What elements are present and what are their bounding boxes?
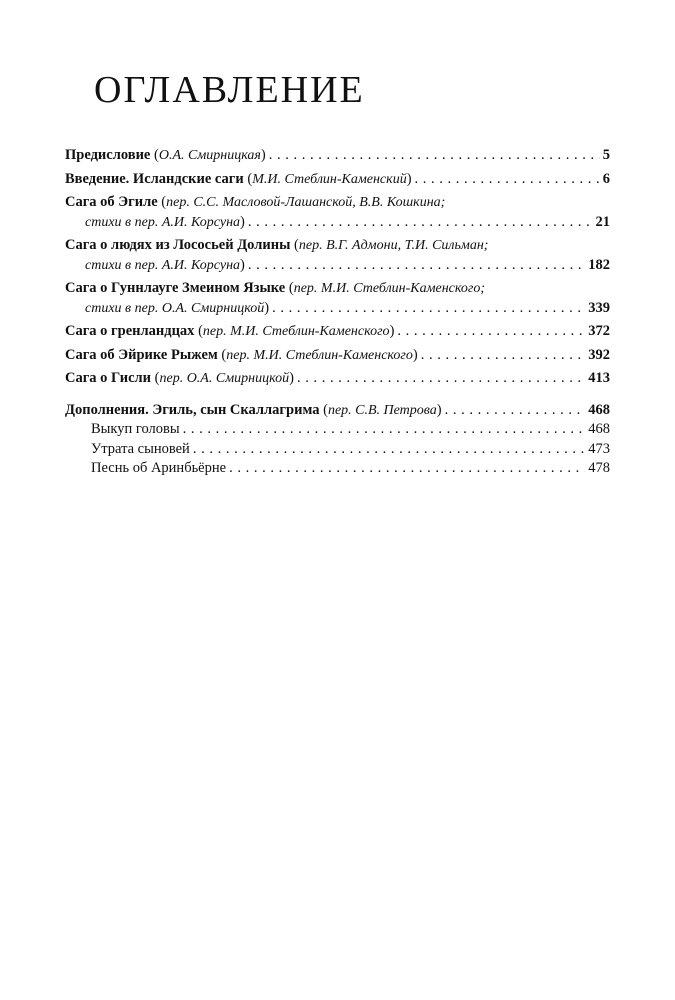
subentry-title: Утрата сыновей xyxy=(91,440,190,457)
entry-credit: О.А. Смирницкая xyxy=(158,148,261,163)
entry-title: Сага об Эйрике Рыжем xyxy=(65,346,218,363)
toc-entry[interactable] xyxy=(65,322,610,342)
paren-close: ) xyxy=(240,256,245,273)
entry-credit: пер. М.И. Стеблин-Каменского xyxy=(226,347,413,363)
toc-entry[interactable] xyxy=(65,401,610,421)
entry-credit: пер. М.И. Стеблин-Каменского xyxy=(202,324,390,339)
paren-close: ) xyxy=(260,147,266,163)
paren-open: ( xyxy=(243,170,253,187)
dot-leader xyxy=(269,146,600,166)
entry-title: Сага о гренландцах xyxy=(65,323,195,339)
entry-title: Сага о Гисли xyxy=(65,370,152,386)
page-number: 478 xyxy=(588,460,610,476)
toc-entry[interactable] xyxy=(65,369,610,389)
entry-credit: пер. В.Г. Адмони, Т.И. Сильман; xyxy=(298,238,489,253)
page-number: 372 xyxy=(588,323,610,339)
toc-entry[interactable] xyxy=(65,193,610,232)
entry-credit: пер. М.И. Стеблин-Каменского; xyxy=(293,281,486,296)
paren-close: ) xyxy=(389,323,395,339)
paren-open: ( xyxy=(217,346,227,363)
entry-title: Сага о людях из Лососьей Долины xyxy=(65,237,291,253)
toc-entry[interactable] xyxy=(65,170,610,190)
toc-subentry[interactable] xyxy=(65,459,610,479)
page-number: 473 xyxy=(588,440,610,457)
paren-open: ( xyxy=(157,194,167,210)
paren-open: ( xyxy=(151,370,160,386)
subentry-title: Песнь об Аринбьёрне xyxy=(91,460,227,476)
paren-open: ( xyxy=(194,323,203,339)
page-number: 339 xyxy=(588,299,610,316)
page-number: 468 xyxy=(588,421,610,437)
page-number: 392 xyxy=(588,346,610,363)
entry-credit-continued: стихи в пер. А.И. Корсуна xyxy=(85,257,241,273)
paren-close: ) xyxy=(289,370,294,386)
dot-leader xyxy=(421,346,586,366)
dot-leader xyxy=(183,420,586,440)
entry-credit-continued: стихи в пер. О.А. Смирницкой xyxy=(85,300,265,316)
paren-close: ) xyxy=(264,299,270,316)
entry-credit: М.И. Стеблин-Каменский xyxy=(252,171,407,187)
entry-credit: пер. С.С. Масловой-Лашанской, В.В. Кошкина; xyxy=(166,195,446,210)
entry-title: Предисловие xyxy=(65,147,151,163)
paren-open: ( xyxy=(319,401,328,418)
paren-close: ) xyxy=(240,213,245,230)
toc-entry[interactable] xyxy=(65,236,610,275)
dot-leader xyxy=(248,256,585,276)
subentry-title: Выкуп головы xyxy=(91,421,180,437)
page-title: ОГЛАВЛЕНИЕ xyxy=(94,69,365,111)
dot-leader xyxy=(248,213,593,233)
page-number: 6 xyxy=(602,170,610,187)
dot-leader xyxy=(229,459,585,479)
page-number: 468 xyxy=(588,401,610,418)
page-number: 5 xyxy=(602,147,610,163)
toc-entry[interactable] xyxy=(65,146,610,166)
toc-entry[interactable] xyxy=(65,279,610,318)
dot-leader xyxy=(272,299,585,319)
page-number: 413 xyxy=(588,370,610,386)
dot-leader xyxy=(445,401,586,421)
toc-entry[interactable] xyxy=(65,346,610,366)
page-number: 21 xyxy=(595,213,610,230)
entry-title: Введение. Исландские саги xyxy=(65,170,244,187)
paren-open: ( xyxy=(285,280,294,296)
dot-leader xyxy=(415,170,600,190)
toc-subentry[interactable] xyxy=(65,440,610,460)
entry-title: Сага об Эгиле xyxy=(65,194,158,210)
dot-leader xyxy=(193,440,585,460)
paren-open: ( xyxy=(150,147,159,163)
paren-close: ) xyxy=(412,346,418,363)
entry-credit: пер. С.В. Петрова xyxy=(327,402,437,418)
page-number: 182 xyxy=(588,256,610,273)
dot-leader xyxy=(397,322,585,342)
entry-credit: пер. О.А. Смирницкой xyxy=(159,371,290,386)
table-of-contents xyxy=(65,146,610,479)
toc-subentry[interactable] xyxy=(65,420,610,440)
entry-title: Дополнения. Эгиль, сын Скаллагрима xyxy=(65,401,320,418)
paren-close: ) xyxy=(406,170,412,187)
entry-title: Сага о Гуннлауге Змеином Языке xyxy=(65,280,286,296)
dot-leader xyxy=(297,369,585,389)
paren-close: ) xyxy=(436,401,442,418)
paren-open: ( xyxy=(290,237,299,253)
entry-credit-continued: стихи в пер. А.И. Корсуна xyxy=(85,214,241,230)
